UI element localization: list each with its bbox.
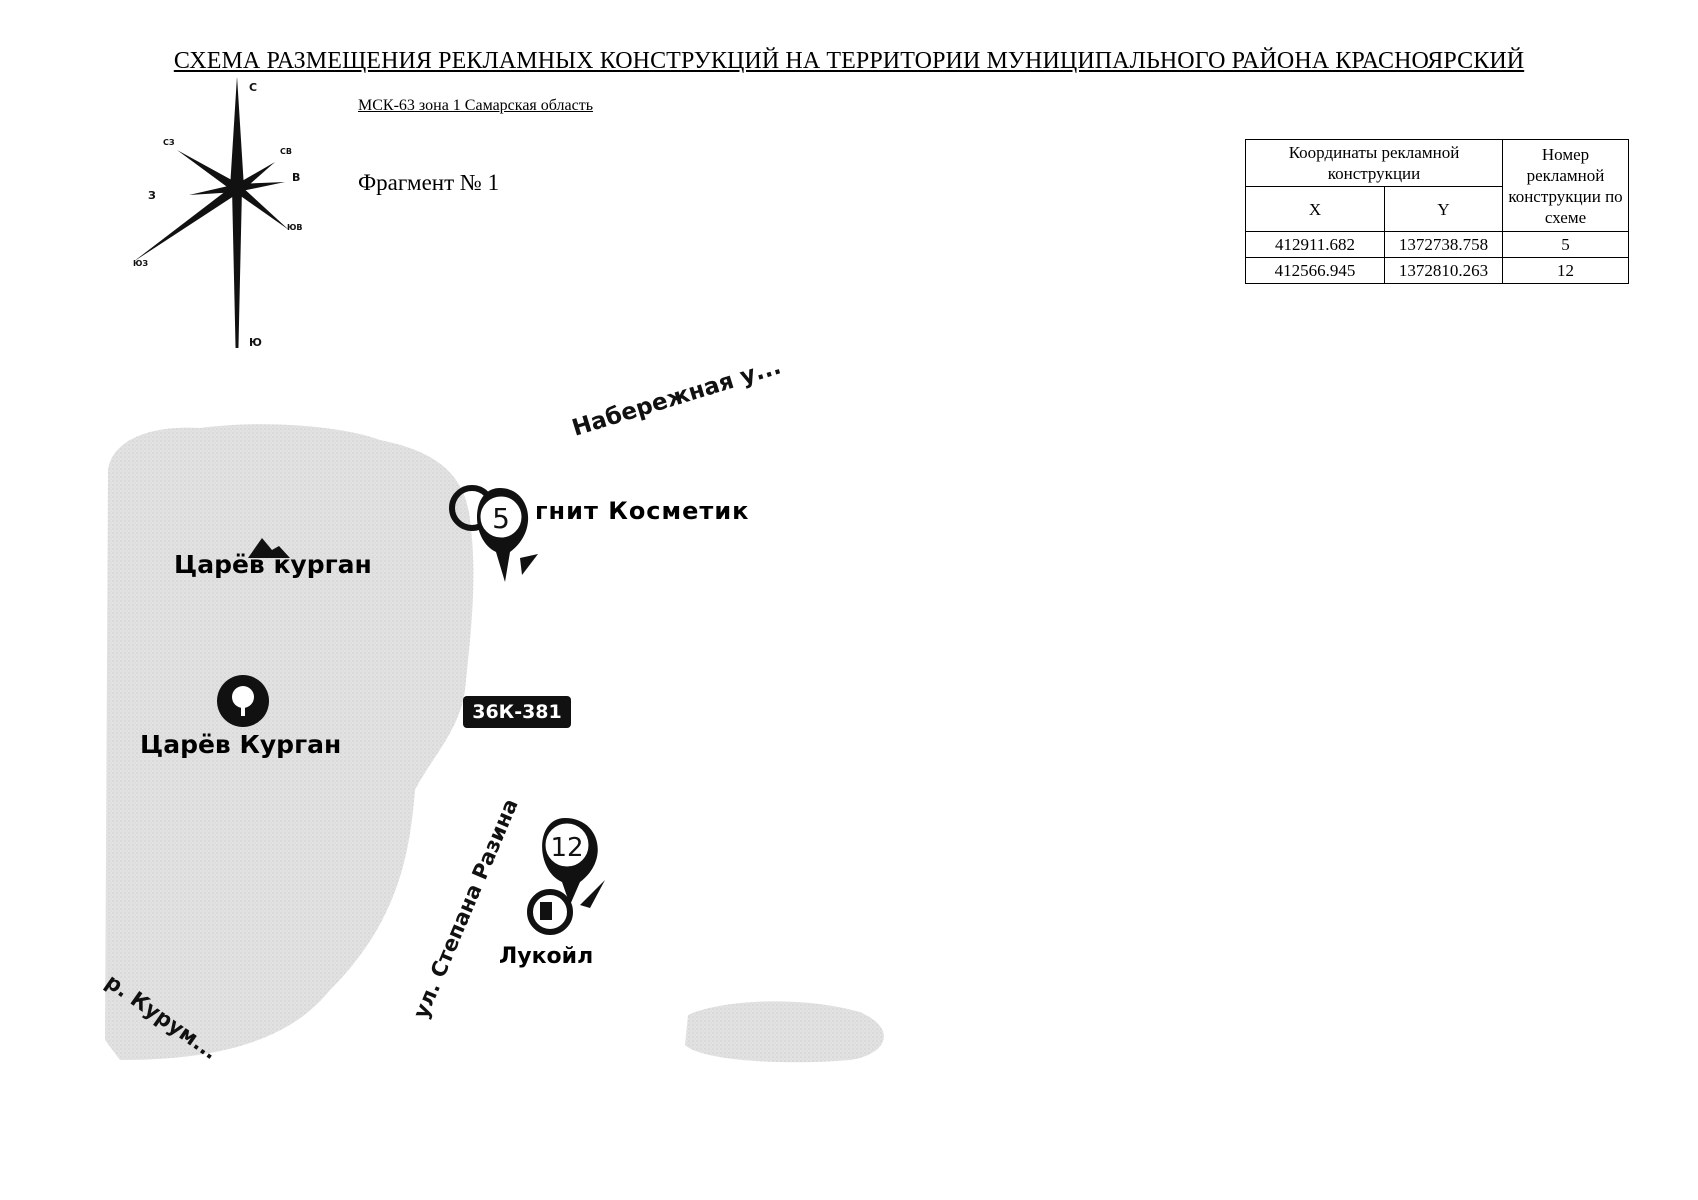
mound-label: Царёв курган xyxy=(174,550,372,579)
cell-number: 5 xyxy=(1503,232,1629,258)
water-patch xyxy=(685,1001,884,1062)
compass-w-label: З xyxy=(148,189,156,202)
compass-e-label: В xyxy=(292,171,301,184)
header-number: Номер рекламной конструкции по схеме xyxy=(1503,140,1629,232)
cell-y: 1372810.263 xyxy=(1385,258,1503,284)
cell-number: 12 xyxy=(1503,258,1629,284)
road-badge: 36К-381 xyxy=(463,696,571,728)
river-label: р. Курум... xyxy=(101,969,223,1065)
cell-x: 412566.945 xyxy=(1246,258,1385,284)
fuel-station-label: Лукойл xyxy=(499,944,594,969)
marker-5 xyxy=(477,488,538,582)
marker-5-label: 5 xyxy=(492,502,510,535)
park-label: Царёв Курган xyxy=(140,730,342,759)
header-x: X xyxy=(1246,187,1385,232)
park-icon xyxy=(217,675,269,727)
store-label: гнит Косметик xyxy=(535,497,750,525)
header-coordinates: Координаты рекламной конструкции xyxy=(1246,140,1503,187)
cell-x: 412911.682 xyxy=(1246,232,1385,258)
compass-se-label: ЮВ xyxy=(287,223,303,232)
fuel-station-icon xyxy=(530,892,570,932)
compass-s-label: Ю xyxy=(249,336,262,348)
fragment-label: Фрагмент № 1 xyxy=(358,170,500,195)
street-label-razin: ул. Степана Разина xyxy=(408,795,523,1022)
street-label-naberezhnaya: Набережная у... xyxy=(569,353,785,442)
header-y: Y xyxy=(1385,187,1503,232)
compass-ne-label: СВ xyxy=(280,147,292,156)
compass-sw-label: ЮЗ xyxy=(133,259,149,268)
compass-n-label: С xyxy=(249,81,258,94)
cell-y: 1372738.758 xyxy=(1385,232,1503,258)
document-title: СХЕМА РАЗМЕЩЕНИЯ РЕКЛАМНЫХ КОНСТРУКЦИЙ НА ТЕРРИТОРИИ МУНИЦИПАЛЬНОГО РАЙОНА КРАСНОЯРСКИЙ xyxy=(173,48,1525,74)
coordinate-system-label: МСК-63 зона 1 Самарская область xyxy=(358,97,593,114)
compass-nw-label: СЗ xyxy=(163,138,175,147)
marker-12-label: 12 xyxy=(550,833,584,863)
